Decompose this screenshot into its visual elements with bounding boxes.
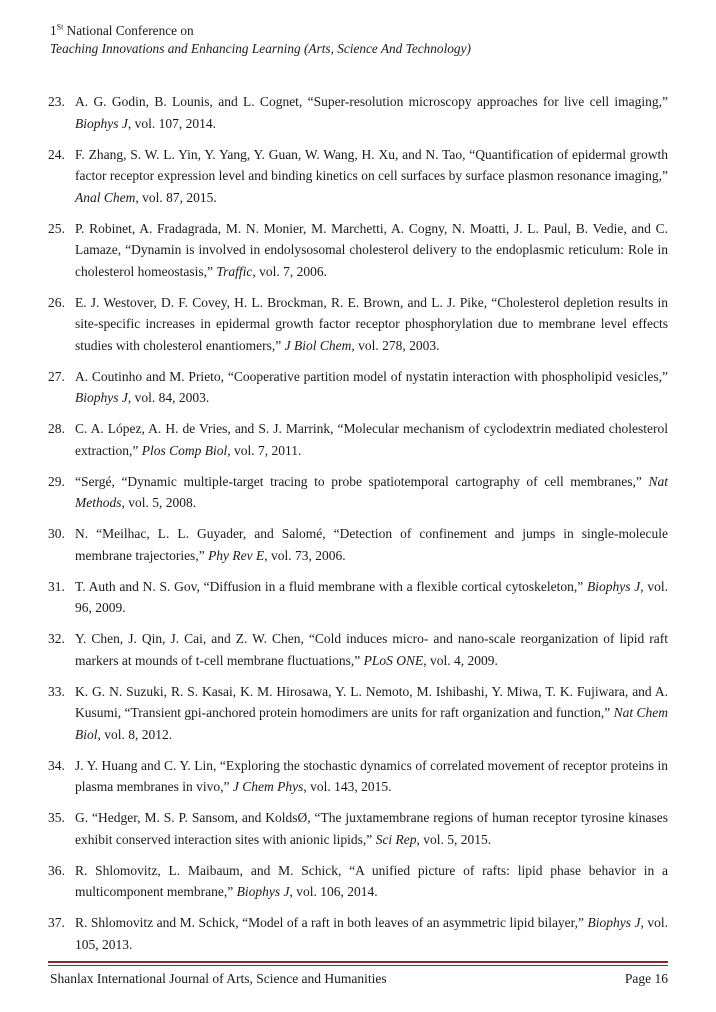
reference-number: 23. — [48, 94, 65, 109]
reference-item — [48, 681, 668, 746]
reference-number: 37. — [48, 915, 65, 930]
reference-details: , vol. 4, 2009. — [423, 652, 498, 668]
reference-body: E. J. Westover, D. F. Covey, H. L. Brockman, R. E. Brown, and L. J. Pike, “Cholesterol depletion results in site-specific increases in epidermal growth factor receptor phosphorylation due to membrane level effects studies with cholesterol enantiomers,” — [75, 294, 668, 353]
reference-number: 26. — [48, 294, 65, 310]
reference-text — [75, 807, 668, 850]
conference-title — [50, 22, 471, 40]
reference-number: 31. — [48, 578, 65, 594]
reference-details: , vol. 96, 2009. — [75, 578, 668, 615]
reference-text — [75, 755, 668, 798]
reference-details: , vol. 5, 2008. — [121, 495, 197, 510]
reference-item — [48, 807, 668, 850]
reference-item — [48, 576, 668, 619]
reference-journal: Biophys J — [587, 915, 641, 930]
reference-number: 25. — [48, 220, 65, 236]
reference-item — [48, 860, 668, 903]
reference-journal: Nat Methods — [75, 473, 668, 510]
reference-body: “Sergé, “Dynamic multiple-target tracing to probe spatiotemporal cartography of cell membranes,” — [75, 473, 649, 489]
reference-number: 29. — [48, 473, 65, 489]
reference-item — [48, 912, 668, 955]
reference-body: K. G. N. Suzuki, R. S. Kasai, K. M. Hirosawa, Y. L. Nemoto, M. Ishibashi, Y. Miwa, T. K. Fujiwara, and A. Kusumi, “Transient gpi-anchored protein homodimers are units for raft organization and function,” — [75, 683, 668, 720]
reference-journal: Biophys J — [75, 115, 128, 131]
reference-journal: Nat Chem Biol — [75, 705, 668, 742]
footer-rule-thick — [48, 961, 668, 963]
conference-title-text: National Conference on — [63, 23, 194, 38]
reference-item — [48, 366, 668, 409]
reference-journal: J Biol Chem — [284, 337, 352, 353]
reference-number: 30. — [48, 526, 65, 541]
footer-journal-name: Shanlax International Journal of Arts, Science and Humanities — [50, 971, 387, 986]
reference-journal: J Chem Phys — [232, 779, 304, 794]
reference-journal: Biophys J — [75, 390, 128, 405]
page-header — [50, 22, 471, 58]
page-number: Page 16 — [624, 971, 668, 986]
reference-item — [48, 418, 668, 461]
reference-details: , vol. 105, 2013. — [75, 915, 668, 952]
reference-item — [48, 755, 668, 798]
reference-text — [75, 218, 668, 283]
reference-text — [75, 91, 668, 134]
conference-ordinal-suffix: St — [56, 22, 64, 32]
reference-journal: Anal Chem — [75, 189, 136, 205]
reference-body: R. Shlomovitz and M. Schick, “Model of a raft in both leaves of an asymmetric lipid bilayer,” — [75, 915, 588, 930]
reference-text — [75, 860, 668, 903]
reference-number: 27. — [48, 368, 65, 384]
reference-number: 34. — [48, 757, 65, 773]
reference-details: , vol. 7, 2006. — [252, 263, 327, 279]
reference-journal: Traffic — [216, 263, 253, 279]
reference-journal: Phy Rev E — [208, 547, 265, 563]
reference-number: 36. — [48, 862, 65, 878]
reference-number: 35. — [48, 810, 65, 825]
reference-text — [75, 471, 668, 514]
reference-text — [75, 366, 668, 409]
reference-number: 33. — [48, 683, 65, 699]
reference-journal: Sci Rep — [375, 831, 417, 847]
reference-journal: Biophys J — [236, 884, 290, 899]
reference-body: J. Y. Huang and C. Y. Lin, “Exploring the stochastic dynamics of correlated movement of receptor proteins in plasma membranes in vivo,” — [75, 757, 668, 794]
reference-details: , vol. 107, 2014. — [127, 115, 217, 131]
reference-body: P. Robinet, A. Fradagrada, M. N. Monier, M. Marchetti, A. Cogny, N. Moatti, J. L. Paul, B. Vedie, and C. Lamaze, “Dynamin is involved in endolysosomal cholesterol delivery to the endoplasmic reticulum: Role in cholesterol homeostasis,” — [75, 220, 668, 279]
reference-text — [75, 628, 668, 671]
reference-item — [48, 292, 668, 357]
reference-text — [75, 292, 668, 357]
reference-journal: PLoS ONE — [363, 652, 424, 668]
reference-text — [75, 523, 668, 566]
reference-item — [48, 144, 668, 209]
reference-text — [75, 576, 668, 619]
reference-body: Y. Chen, J. Qin, J. Cai, and Z. W. Chen, “Cold induces micro- and nano-scale reorganization of lipid raft markers at mounds of t-cell membrane fluctuations,” — [75, 631, 668, 668]
reference-item — [48, 218, 668, 283]
reference-details: , vol. 8, 2012. — [97, 726, 173, 742]
reference-details: , vol. 87, 2015. — [135, 189, 217, 205]
reference-journal: Plos Comp Biol — [141, 442, 228, 458]
reference-number: 32. — [48, 631, 65, 646]
reference-details: , vol. 84, 2003. — [127, 390, 210, 405]
reference-text — [75, 912, 668, 955]
reference-number: 24. — [48, 146, 65, 162]
reference-item — [48, 471, 668, 514]
reference-text — [75, 144, 668, 209]
reference-details: , vol. 278, 2003. — [351, 337, 440, 353]
reference-body: G. “Hedger, M. S. P. Sansom, and KoldsØ, “The juxtamembrane regions of human receptor tyrosine kinases exhibit conserved interaction sites with anionic lipids,” — [75, 810, 668, 847]
reference-details: , vol. 7, 2011. — [227, 442, 302, 458]
reference-text — [75, 681, 668, 746]
reference-item — [48, 91, 668, 134]
reference-body: R. Shlomovitz, L. Maibaum, and M. Schick, “A unified picture of rafts: lipid phase behavior in a multicomponent membrane,” — [75, 862, 668, 899]
reference-body: T. Auth and N. S. Gov, “Diffusion in a fluid membrane with a flexible cortical cytoskeleton,” — [75, 578, 587, 594]
reference-item — [48, 628, 668, 671]
reference-body: C. A. López, A. H. de Vries, and S. J. Marrink, “Molecular mechanism of cyclodextrin mediated cholesterol extraction,” — [75, 421, 668, 458]
reference-text — [75, 418, 668, 461]
reference-body: A. Coutinho and M. Prieto, “Cooperative partition model of nystatin interaction with phospholipid vesicles,” — [75, 368, 668, 384]
footer-rule-thin — [48, 965, 668, 966]
reference-details: , vol. 5, 2015. — [416, 831, 492, 847]
reference-details: , vol. 106, 2014. — [289, 884, 378, 899]
reference-details: , vol. 143, 2015. — [303, 779, 392, 794]
reference-journal: Biophys J — [586, 578, 641, 594]
reference-body: A. G. Godin, B. Lounis, and L. Cognet, “Super-resolution microscopy approaches for live cell imaging,” — [75, 94, 668, 109]
reference-list — [48, 91, 668, 965]
reference-number: 28. — [48, 421, 65, 436]
reference-details: , vol. 73, 2006. — [264, 547, 346, 563]
conference-subtitle: Teaching Innovations and Enhancing Learning (Arts, Science And Technology) — [50, 41, 471, 56]
reference-item — [48, 523, 668, 566]
reference-body: N. “Meilhac, L. L. Guyader, and Salomé, “Detection of confinement and jumps in single-molecule membrane trajectories,” — [75, 526, 668, 563]
conference-ordinal: 1 — [50, 23, 57, 38]
page-footer — [50, 971, 668, 987]
reference-body: F. Zhang, S. W. L. Yin, Y. Yang, Y. Guan, W. Wang, H. Xu, and N. Tao, “Quantification of epidermal growth factor receptor expression level and binding kinetics on cell surfaces by surface plasmon resonance imaging,” — [75, 146, 668, 183]
